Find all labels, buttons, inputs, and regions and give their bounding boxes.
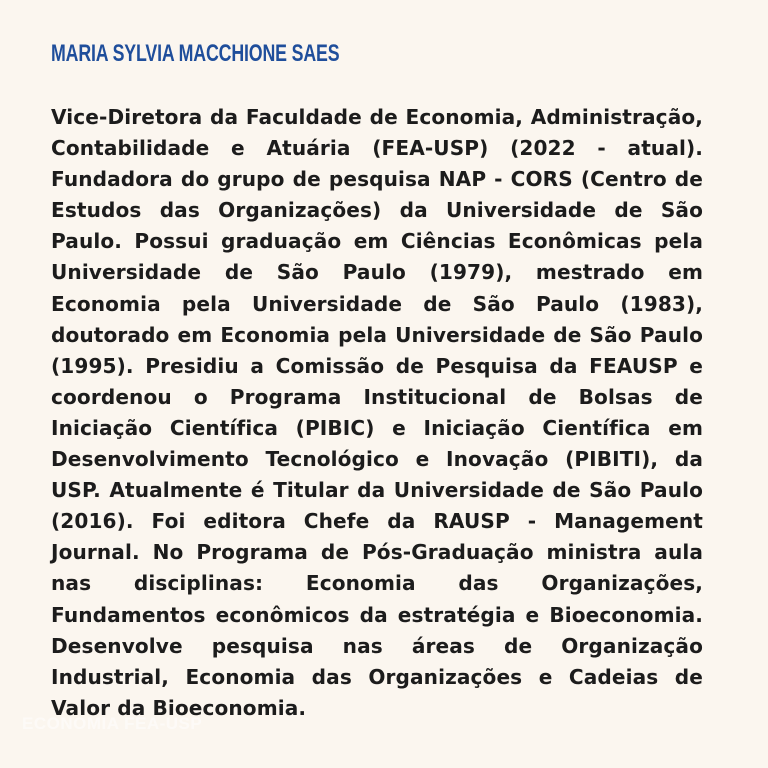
watermark-text: ECONOMIA FEA-USP [22,714,203,733]
person-name-heading: MARIA SYLVIA MACCHIONE SAES [51,40,340,67]
biography-paragraph: Vice-Diretora da Faculdade de Economia, Administração, Contabilidade e Atuária (FEA-USP) (2022 - atual). Fundadora do grupo de pesquisa NAP - CORS (Centro de Estudos das Organizações) da Universidade de São Paulo. Possui graduação em Ciências Econômicas pela Universidade de São Paulo (1979), mestrado em Economia pela Universidade de São Paulo (1983), doutorado em Economia pela Universidade de São Paulo (1995). Presidiu a Comissão de Pesquisa da FEAUSP e coordenou o Programa Institucional de Bolsas de Iniciação Científica (PIBIC) e Iniciação Científica em Desenvolvimento Tecnológico e Inovação (PIBITI), da USP. Atualmente é Titular da Universidade de São Paulo (2016). Foi editora Chefe da RAUSP - Management Journal. No Programa de Pós-Graduação ministra aula nas disciplinas: Economia das Organizações, Fundamentos econômicos da estratégia e Bioeconomia. Desenvolve pesquisa nas áreas de Organização Industrial, Economia das Organizações e Cadeias de Valor da Bioeconomia. [51,105,703,720]
